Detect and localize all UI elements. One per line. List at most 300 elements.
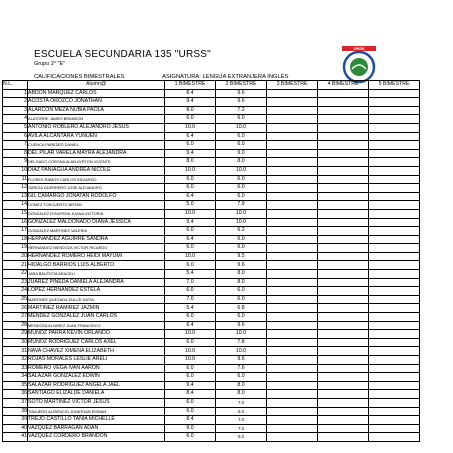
grade-b5 [369,270,420,279]
grade-b2: 9.6 [216,261,267,270]
student-name: ROMERO VEGA IVAN AARON [28,364,165,373]
row-number: 32 [3,356,28,365]
grade-b2: 10.0 [216,209,267,218]
grade-b4 [318,390,369,399]
grade-b1: 6.0 [165,141,216,150]
table-row [3,235,420,244]
grade-b4 [318,115,369,124]
school-title: ESCUELA SECUNDARIA 135 "URSS" [34,49,211,60]
grade-b5 [369,158,420,167]
grade-b5 [369,115,420,124]
table-row [3,218,420,227]
student-name: GOMEZ TOSCUENTO BRYAN [28,201,165,210]
student-name: HIDALGO BARRIOS LUIS ALBERTO [28,261,165,270]
grade-b5 [369,227,420,236]
grade-b3 [267,184,318,193]
table-row [3,416,420,425]
grade-b3 [267,304,318,313]
row-number: 9 [3,158,28,167]
grade-b5 [369,330,420,339]
table-row [3,166,420,175]
grade-b5 [369,201,420,210]
grade-b1: 10.0 [165,347,216,356]
grade-b4 [318,347,369,356]
grade-b5 [369,313,420,322]
grade-b3 [267,407,318,416]
row-number: 15 [3,209,28,218]
grade-b1: 10.0 [165,330,216,339]
grade-b1: 9.4 [165,98,216,107]
student-name: MUÑOZ RODRIGUEZ CARLOS AXEL [28,338,165,347]
table-row [3,201,420,210]
grade-b4 [318,184,369,193]
grade-b4 [318,106,369,115]
row-number: 12 [3,184,28,193]
grade-b5 [369,141,420,150]
table-row [3,270,420,279]
grade-b2: 6.0 [216,192,267,201]
grade-b3 [267,424,318,433]
grade-b5 [369,98,420,107]
student-name: DEL PILAR VARELA MAYRA ALEJANDRA [28,149,165,158]
row-number: 13 [3,192,28,201]
table-row [3,175,420,184]
table-row [3,192,420,201]
row-number: 17 [3,227,28,236]
grade-b2: 9.0 [216,149,267,158]
student-name: ROJAS MORALES LESLIE ARELI [28,356,165,365]
grade-b3 [267,313,318,322]
student-name: SALAZAR GONZALEZ EDWIN [28,373,165,382]
grade-b3 [267,166,318,175]
grade-b1: 6.4 [165,235,216,244]
row-number: 31 [3,347,28,356]
grade-b1: 5.4 [165,304,216,313]
grade-b1: 9.4 [165,149,216,158]
grade-b4 [318,132,369,141]
grade-b3 [267,218,318,227]
grade-b2: 9.6 [216,356,267,365]
grades-table [2,80,420,442]
row-number: 7 [3,141,28,150]
grade-b5 [369,132,420,141]
grade-b2: 9.6 [216,89,267,98]
row-number: 23 [3,278,28,287]
row-number: 28 [3,321,28,330]
grade-b4 [318,201,369,210]
grade-b3 [267,227,318,236]
grade-b2: 10.0 [216,166,267,175]
table-row [3,98,420,107]
grade-b1: 6.0 [165,338,216,347]
table-row [3,89,420,98]
grade-b2: 6.0 [216,287,267,296]
grade-b3 [267,244,318,253]
grade-b3 [267,98,318,107]
grade-b3 [267,132,318,141]
student-name: HERNANDEZ AGUIRRE SANDRA [28,235,165,244]
grade-b1: 6.0 [165,373,216,382]
grade-b4 [318,244,369,253]
row-number: 39 [3,416,28,425]
grade-b2: 7.6 [216,364,267,373]
grade-b2: 7.0 [216,416,267,425]
row-number: 19 [3,244,28,253]
table-row [3,227,420,236]
table-row [3,398,420,407]
grade-b4 [318,364,369,373]
table-row [3,424,420,433]
grade-b1: 8.0 [165,158,216,167]
table-row [3,407,420,416]
grade-b4 [318,98,369,107]
grade-b1: 10.0 [165,356,216,365]
grade-b2: 7.0 [216,424,267,433]
grade-b3 [267,149,318,158]
grade-b1: 9.4 [165,381,216,390]
grade-b5 [369,424,420,433]
table-row [3,330,420,339]
grade-b3 [267,106,318,115]
grade-b5 [369,356,420,365]
row-number: 2 [3,98,28,107]
grade-b5 [369,192,420,201]
grade-b1: 8.4 [165,416,216,425]
table-row [3,149,420,158]
grade-b2: 7.8 [216,338,267,347]
student-name: MUÑOZ PARRA KEVIN ORLANDO [28,330,165,339]
grade-b5 [369,398,420,407]
grade-b1: 10.0 [165,209,216,218]
grade-b3 [267,192,318,201]
grade-b5 [369,175,420,184]
grade-b2: 6.0 [216,433,267,442]
grade-b1: 5.0 [165,201,216,210]
grade-b5 [369,347,420,356]
grade-b4 [318,278,369,287]
grade-b5 [369,364,420,373]
grade-b3 [267,321,318,330]
grade-b4 [318,218,369,227]
grade-b2: 9.6 [216,98,267,107]
header-b3: 3 BIMESTRE [267,81,318,90]
row-number: 3 [3,106,28,115]
student-name: ABDON MARQUEZ CARLOS [28,89,165,98]
grade-b3 [267,235,318,244]
grade-b3 [267,287,318,296]
grade-b3 [267,347,318,356]
grade-b3 [267,158,318,167]
grade-b1: 5.4 [165,270,216,279]
grade-b4 [318,330,369,339]
grade-b2: 6.0 [216,244,267,253]
grade-b3 [267,295,318,304]
table-row [3,106,420,115]
grade-b5 [369,416,420,425]
grade-b4 [318,166,369,175]
student-name: MENDOZA ALVAREZ JUAN FRANCISCO [28,321,165,330]
grade-b5 [369,235,420,244]
row-number: 30 [3,338,28,347]
row-number: 4 [3,115,28,124]
grade-b2: 6.0 [216,132,267,141]
grade-b1: 6.0 [165,115,216,124]
student-name: DELGADO CORONA ALAN AYRTON VICENTE [28,158,165,167]
student-name: GARCIA GUERRERO JOSE ALEJANDRO [28,184,165,193]
grade-b2: 8.0 [216,158,267,167]
grade-b4 [318,235,369,244]
grade-b1: 8.4 [165,89,216,98]
grade-b2: 10.0 [216,123,267,132]
header-student: Alumn@ [28,81,165,90]
student-name: GIL CAMARGO JONATAN RODOLFO [28,192,165,201]
grade-b4 [318,89,369,98]
grade-b2: 8.0 [216,278,267,287]
grade-b1: 9.0 [165,424,216,433]
student-name: HERNANDEZ MENDOZA VICTOR RICARDO [28,244,165,253]
grade-b2: 6.0 [216,313,267,322]
table-row [3,209,420,218]
grade-b4 [318,158,369,167]
grade-b3 [267,270,318,279]
grade-b2: 6.0 [216,295,267,304]
student-name: NAVA CHAVEZ XIMENA ELIZABETH [28,347,165,356]
grade-b4 [318,261,369,270]
row-number: 18 [3,235,28,244]
grade-b3 [267,141,318,150]
grade-b2: 6.8 [216,304,267,313]
table-row [3,373,420,382]
student-name: AVILA ALCANTARA YUNUEN [28,132,165,141]
grade-b1: 8.4 [165,390,216,399]
grade-b2: 6.2 [216,227,267,236]
table-row [3,433,420,442]
grade-b4 [318,433,369,442]
student-name: SOTO MARTINEZ VICTOR JESUS [28,398,165,407]
row-number: 21 [3,261,28,270]
grade-b1: 6.0 [165,364,216,373]
grade-b4 [318,149,369,158]
grade-b4 [318,321,369,330]
student-name: TINAJERO ALISENCIO JONATHAN ROMAN [28,407,165,416]
grade-b2: 10.0 [216,218,267,227]
table-row [3,295,420,304]
row-number: 35 [3,381,28,390]
row-number: 16 [3,218,28,227]
grade-b5 [369,123,420,132]
grade-b3 [267,390,318,399]
student-name: DIAZ PANIAGUA ANDREA NICOLE [28,166,165,175]
grade-b2: 8.0 [216,381,267,390]
student-name: ALATORRE JAMES BRANDON [28,115,165,124]
grade-b2: 6.0 [216,141,267,150]
grade-b4 [318,227,369,236]
student-name: ACOSTA OROZCO JONATHAN [28,98,165,107]
table-row [3,313,420,322]
row-number: 40 [3,424,28,433]
table-row [3,347,420,356]
grade-b5 [369,321,420,330]
grade-b1: 8.0 [165,106,216,115]
grade-b1: 7.0 [165,278,216,287]
row-number: 1 [3,89,28,98]
grade-b2: 7.0 [216,398,267,407]
table-row [3,356,420,365]
grade-b3 [267,356,318,365]
grade-b5 [369,338,420,347]
table-row [3,287,420,296]
grade-b1: 9.4 [165,218,216,227]
header-b4: 4 BIMESTRE [318,81,369,90]
grade-b1: 10.0 [165,123,216,132]
grade-b5 [369,390,420,399]
row-number: 33 [3,364,28,373]
student-name: GONZALEZ MARTINEZ VALERIA [28,227,165,236]
student-name: TREJO CASTILLO TANIA MICHELLE [28,416,165,425]
grade-b1: 6.4 [165,321,216,330]
student-name: SALAZAR RODRIGUEZ ANGELA JAEL [28,381,165,390]
grade-b3 [267,381,318,390]
table-row [3,364,420,373]
grade-b3 [267,416,318,425]
grade-b4 [318,313,369,322]
grade-b1: 6.0 [165,227,216,236]
student-name: GONZALEZ FIGUEROA JUANA VICTORIA [28,209,165,218]
row-number: 6 [3,132,28,141]
grade-b1: 6.0 [165,184,216,193]
table-row [3,321,420,330]
row-number: 36 [3,390,28,399]
grade-b4 [318,356,369,365]
grade-b2: 8.0 [216,270,267,279]
grade-b2: 10.0 [216,330,267,339]
table-row [3,261,420,270]
grade-b4 [318,252,369,261]
student-name: ANTONIO ROBLERO ALEJANDRO JESUS [28,123,165,132]
grade-b4 [318,141,369,150]
grade-b1: 6.0 [165,313,216,322]
table-row [3,184,420,193]
student-name: HERNANDEZ ROMERO HEIDI MAYUMI [28,252,165,261]
grade-b2: 6.0 [216,175,267,184]
grade-b4 [318,338,369,347]
grade-b5 [369,218,420,227]
grade-b5 [369,209,420,218]
grade-b5 [369,295,420,304]
table-row [3,338,420,347]
grade-b3 [267,261,318,270]
student-name: ALARCON MEZA NUBIA PAOLA [28,106,165,115]
grade-b5 [369,407,420,416]
grade-b2: 8.0 [216,390,267,399]
grade-b1: 7.0 [165,295,216,304]
student-name: MARTINEZ QUEZADA DULCE KATIA [28,295,165,304]
student-name: CUENCA PAREDES DANIEL [28,141,165,150]
student-name: FLORES RAMOS CARLOS EDUARDO [28,175,165,184]
row-number: 20 [3,252,28,261]
grade-b3 [267,398,318,407]
grade-b1: 10.0 [165,166,216,175]
table-row [3,141,420,150]
header-b1: 1 BIMESTRE [165,81,216,90]
grade-b3 [267,278,318,287]
grade-b4 [318,175,369,184]
student-name: JUAREZ PINEDA DANIELA ALEJANDRA [28,278,165,287]
grade-b4 [318,209,369,218]
grade-b5 [369,252,420,261]
grade-b2: 6.0 [216,407,267,416]
row-number: 26 [3,304,28,313]
grade-b1: 6.0 [165,244,216,253]
header-b2: 2 BIMESTRE [216,81,267,90]
grade-b5 [369,433,420,442]
student-name: MARTINEZ RAMIREZ JAZMIN [28,304,165,313]
grade-b4 [318,270,369,279]
row-number: 24 [3,287,28,296]
table-row [3,158,420,167]
grade-b5 [369,244,420,253]
row-number: 25 [3,295,28,304]
grade-b2: 6.0 [216,235,267,244]
grade-b4 [318,424,369,433]
grade-b5 [369,373,420,382]
grade-b5 [369,106,420,115]
grade-b2: 9.5 [216,252,267,261]
student-name: JARA BAUTISTA ARACELI [28,270,165,279]
row-number: 38 [3,407,28,416]
row-number: 34 [3,373,28,382]
grade-b1: 6.4 [165,132,216,141]
row-number: 27 [3,313,28,322]
school-logo [339,45,379,85]
table-row [3,244,420,253]
grade-b4 [318,407,369,416]
table-row [3,278,420,287]
grade-b3 [267,175,318,184]
table-row [3,123,420,132]
table-row [3,304,420,313]
table-header-row [3,81,420,90]
grade-b3 [267,209,318,218]
student-name: GONZALEZ MALDONADO DIANA JESSICA [28,218,165,227]
grade-b1: 6.0 [165,407,216,416]
table-row [3,390,420,399]
row-number: 5 [3,123,28,132]
grade-b5 [369,381,420,390]
grade-b1: 6.0 [165,398,216,407]
grade-b5 [369,304,420,313]
grade-b4 [318,192,369,201]
row-number: 14 [3,201,28,210]
grade-b1: 6.0 [165,433,216,442]
grade-b5 [369,184,420,193]
grade-b5 [369,166,420,175]
grade-b5 [369,287,420,296]
grade-b3 [267,123,318,132]
group-label: Grupo 2° "E" [34,61,66,67]
grade-b1: 6.4 [165,192,216,201]
row-number: 22 [3,270,28,279]
student-name: VAZQUEZ BARRAGAN ADAN [28,424,165,433]
student-name: VAZQUEZ CORDERO BRANDON [28,433,165,442]
header-nl: N.L. [3,81,28,90]
grade-b2: 6.0 [216,115,267,124]
grade-b2: 10.0 [216,347,267,356]
grade-b5 [369,278,420,287]
grade-b4 [318,123,369,132]
table-row [3,115,420,124]
grade-b3 [267,364,318,373]
